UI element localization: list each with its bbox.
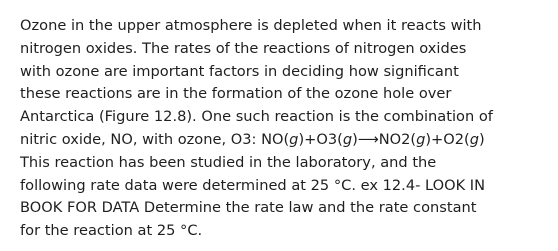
text-line: these reactions are in the formation of the ozone hole over: [20, 85, 452, 103]
text-line: This reaction has been studied in the laboratory, and the: [20, 153, 437, 171]
text-line: Antarctica (Figure 12.8). One such reaction is the combination of: [20, 108, 493, 126]
state-symbol: g: [342, 130, 353, 148]
equation-text: )⟶NO2(: [352, 130, 417, 148]
equation-text: )+O3(: [298, 130, 343, 148]
text-line: BOOK FOR DATA Determine the rate law and the rate constant: [20, 199, 477, 217]
equation-text: nitric oxide, NO, with ozone, O3: NO(: [20, 130, 290, 148]
text-line: for the reaction at 25 °C.: [20, 222, 203, 240]
text-line: nitrogen oxides. The rates of the reactions of nitrogen oxides: [20, 39, 467, 57]
equation-text: ): [479, 130, 485, 148]
text-line: Ozone in the upper atmosphere is depleted when it reacts with: [20, 17, 482, 34]
text-line: following rate data were determined at 25 °C. ex 12.4- LOOK IN: [20, 176, 486, 194]
question-text: [20, 15, 550, 243]
text-line: with ozone are important factors in deciding how significant: [20, 62, 459, 80]
reaction-equation-line: [20, 129, 550, 152]
equation-text: )+O2(: [425, 130, 470, 148]
state-symbol: g: [469, 130, 480, 148]
state-symbol: g: [289, 130, 299, 148]
state-symbol: g: [416, 130, 426, 148]
